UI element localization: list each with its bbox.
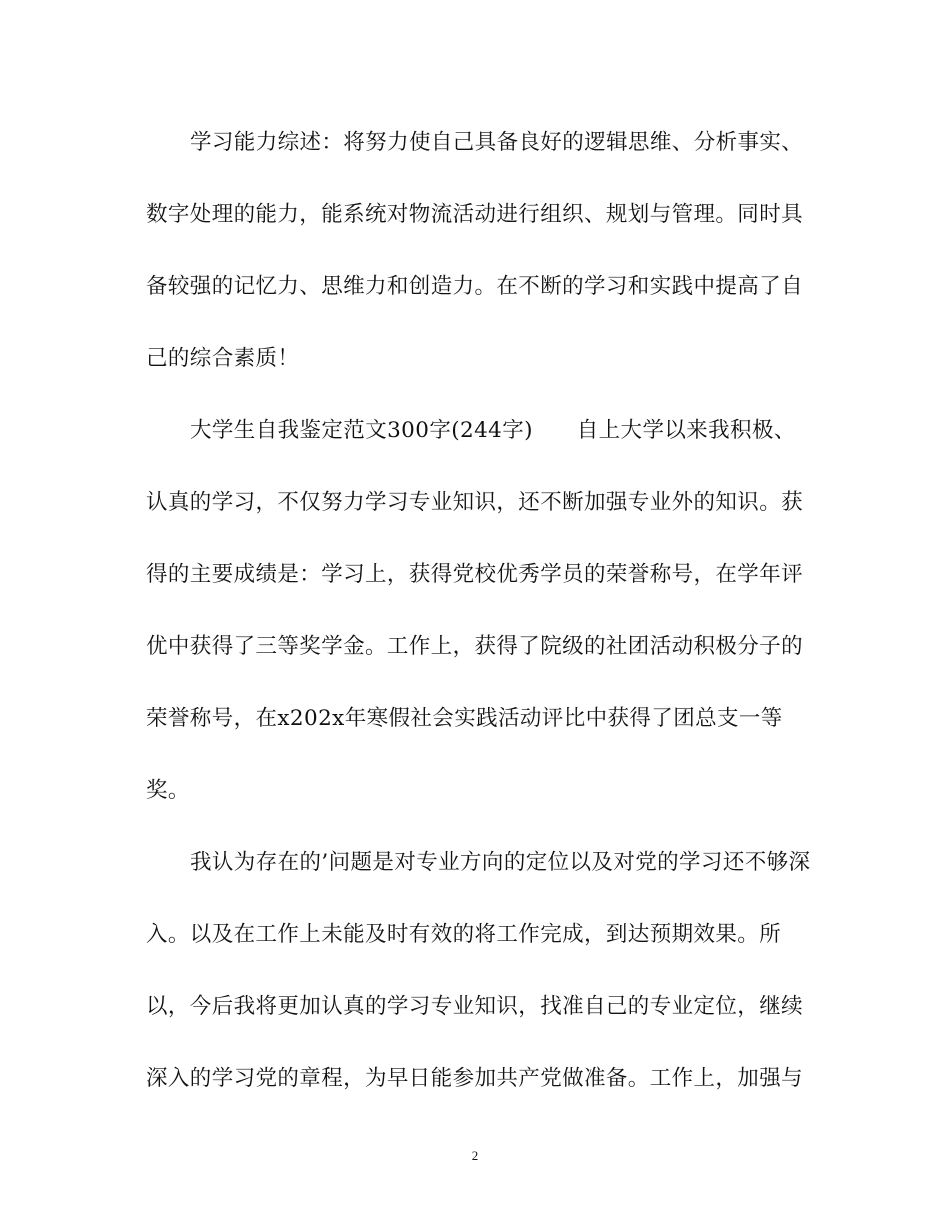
paragraph-line: 己的综合素质！ [146, 346, 300, 371]
paragraph-line: 认真的学习，不仅努力学习专业知识，还不断加强专业外的知识。获 [146, 490, 804, 515]
paragraph-line: 大学生自我鉴定范文300字(244字) 自上大学以来我积极、 [190, 418, 796, 443]
paragraph-line: 深入的学习党的章程，为早日能参加共产党做准备。工作上，加强与 [146, 1066, 804, 1091]
paragraph-line: 荣誉称号，在x202x年寒假社会实践活动评比中获得了团总支一等 [146, 706, 783, 731]
paragraph-line: 学习能力综述：将努力使自己具备良好的逻辑思维、分析事实、 [190, 130, 804, 155]
paragraph-line: 奖。 [146, 778, 190, 803]
paragraph-line: 备较强的记忆力、思维力和创造力。在不断的学习和实践中提高了自 [146, 274, 804, 299]
paragraph-line: 以，今后我将更加认真的学习专业知识，找准自己的专业定位，继续 [146, 994, 804, 1019]
paragraph-line: 我认为存在的’问题是对专业方向的定位以及对党的学习还不够深 [190, 850, 811, 875]
paragraph-line: 入。以及在工作上未能及时有效的将工作完成，到达预期效果。所 [146, 922, 782, 947]
paragraph-line: 数字处理的能力，能系统对物流活动进行组织、规划与管理。同时具 [146, 202, 804, 227]
paragraph-line: 优中获得了三等奖学金。工作上，获得了院级的社团活动积极分子的 [146, 634, 804, 659]
paragraph-line: 得的主要成绩是：学习上，获得党校优秀学员的荣誉称号，在学年评 [146, 562, 804, 587]
page-number: 2 [471, 1148, 479, 1163]
